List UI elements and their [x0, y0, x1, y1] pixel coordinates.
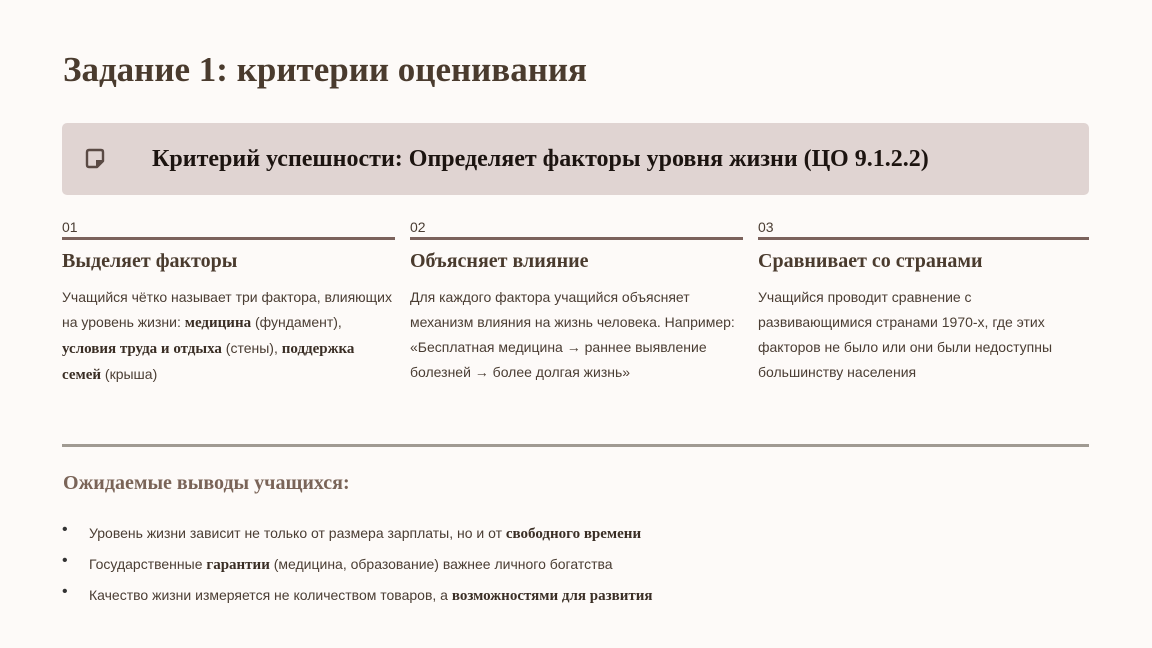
conclusions-list	[62, 518, 652, 611]
emphasis-text: поддержка семей	[62, 341, 355, 383]
criterion-column-2	[410, 219, 743, 385]
emphasis-text: возможностями для развития	[451, 588, 653, 604]
section-divider	[62, 444, 1089, 447]
text-segment: Учащийся чётко называет три фактора, влияющих на уровень жизни:	[62, 289, 392, 330]
text-segment: Государственные	[89, 556, 207, 572]
column-rule	[758, 237, 1089, 240]
sticky-note-icon	[84, 148, 112, 170]
page-title: Задание 1: критерии оценивания	[63, 50, 587, 89]
text-segment: (фундамент),	[251, 314, 342, 330]
conclusions-heading: Ожидаемые выводы учащихся:	[63, 472, 350, 494]
text-segment: (медицина, образование) важнее личного богатства	[269, 556, 613, 572]
success-criterion-banner	[62, 123, 1089, 195]
column-heading: Выделяет факторы	[62, 250, 238, 272]
column-body	[410, 285, 743, 385]
text-segment: Качество жизни измеряется не количеством товаров, а	[89, 587, 452, 603]
column-number: 01	[62, 219, 78, 235]
column-heading: Сравнивает со странами	[758, 250, 983, 272]
column-number: 03	[758, 219, 774, 235]
text-segment: (стены),	[221, 340, 282, 356]
list-item	[62, 549, 652, 580]
bullet-icon: •	[62, 583, 68, 600]
criterion-column-3	[758, 219, 1089, 385]
list-item-text	[89, 556, 613, 572]
list-item-text	[89, 587, 652, 603]
banner-text: Критерий успешности: Определяет факторы уровня жизни (ЦО 9.1.2.2)	[152, 145, 929, 172]
list-item	[62, 518, 652, 549]
criterion-column-1	[62, 219, 395, 388]
column-body	[62, 285, 395, 388]
bullet-icon: •	[62, 521, 68, 538]
emphasis-text: медицина	[184, 315, 252, 331]
bullet-icon: •	[62, 552, 68, 569]
emphasis-text: гарантии	[206, 557, 270, 573]
emphasis-text: условия труда и отдыха	[62, 341, 222, 357]
text-segment: Для каждого фактора учащийся объясняет механизм влияния на жизнь человека. Например: «Бесплатная медицина → раннее выявление болезней → более долгая жизнь»	[410, 289, 735, 380]
emphasis-text: свободного времени	[505, 526, 642, 542]
list-item	[62, 580, 652, 611]
text-segment: Учащийся проводит сравнение с развивающимися странами 1970-х, где этих факторов не было или они были недоступны большинству населения	[758, 289, 1053, 380]
list-item-text	[89, 525, 641, 541]
column-body	[758, 285, 1089, 385]
column-rule	[62, 237, 395, 240]
column-number: 02	[410, 219, 426, 235]
text-segment: Уровень жизни зависит не только от размера зарплаты, но и от	[89, 525, 506, 541]
column-rule	[410, 237, 743, 240]
column-heading: Объясняет влияние	[410, 250, 589, 272]
text-segment: (крыша)	[101, 366, 158, 382]
